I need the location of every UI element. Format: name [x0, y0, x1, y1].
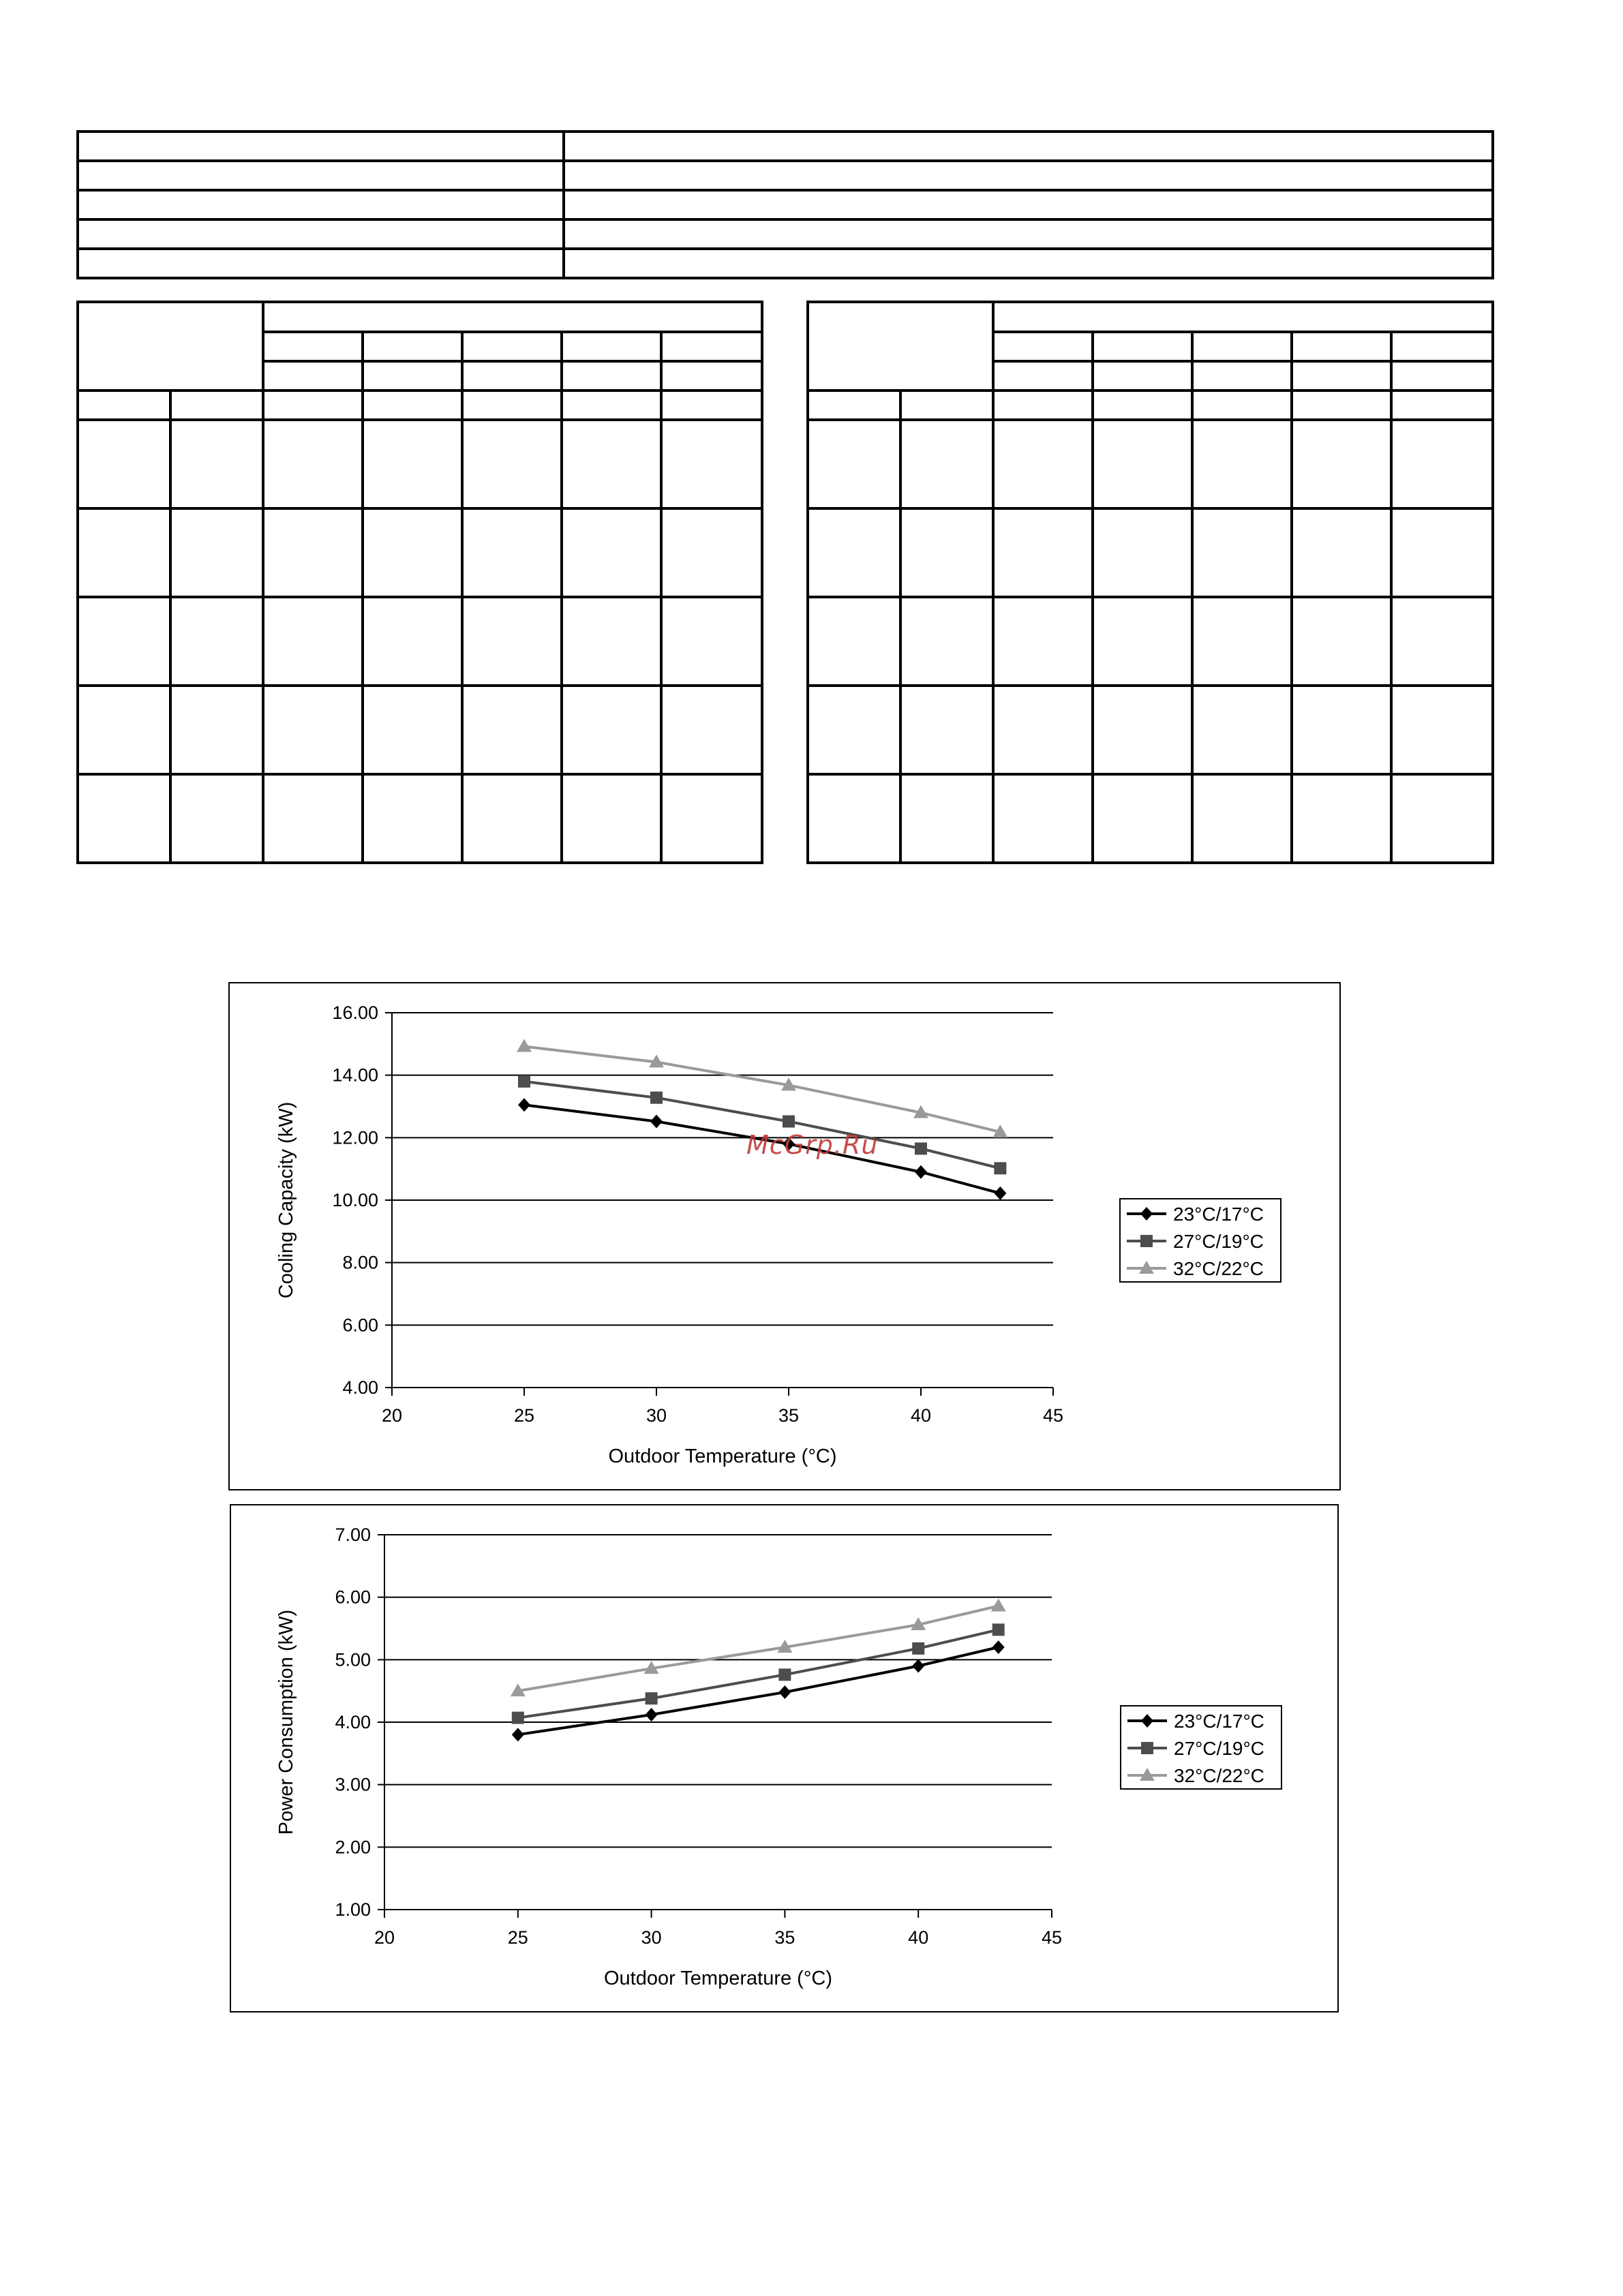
table-cell: [1391, 774, 1493, 863]
x-tick-label: 35: [774, 1927, 795, 1948]
y-tick-label: 7.00: [335, 1525, 371, 1545]
data-point: [518, 1075, 530, 1088]
watermark-text: McGrp.Ru: [746, 1130, 879, 1160]
data-point: [512, 1728, 524, 1741]
table-cell: [1292, 420, 1391, 508]
y-tick-label: 10.00: [332, 1190, 378, 1210]
performance-table-left: [76, 301, 763, 864]
y-tick-label: 12.00: [332, 1127, 378, 1148]
legend-label: 27°C/19°C: [1173, 1231, 1264, 1252]
y-tick-label: 16.00: [332, 1002, 378, 1023]
table-cell: [661, 420, 762, 508]
table-cell: [900, 686, 993, 774]
table-header-cell: [900, 391, 993, 420]
spec-cell: [564, 161, 1493, 190]
table-header-cell: [993, 361, 1093, 391]
table-header-cell: [1093, 391, 1192, 420]
table-cell: [562, 597, 661, 686]
data-point: [517, 1039, 532, 1052]
table-header-cell: [1292, 332, 1391, 361]
table-cell: [1093, 686, 1192, 774]
power-consumption-plot: [231, 1505, 1340, 2014]
table-cell: [993, 508, 1093, 597]
spec-cell: [78, 132, 564, 161]
spec-cell: [564, 190, 1493, 219]
table-cell: [562, 686, 661, 774]
y-tick-label: 6.00: [335, 1587, 371, 1608]
table-header-cell: [661, 361, 762, 391]
performance-table-right: [806, 301, 1494, 864]
table-cell: [993, 597, 1093, 686]
table-cell: [1192, 686, 1292, 774]
table-cell: [462, 420, 562, 508]
legend-marker: [1140, 1235, 1153, 1247]
table-cell: [1192, 420, 1292, 508]
table-cell: [263, 597, 363, 686]
table-header-cell: [808, 391, 900, 420]
table-cell: [1391, 420, 1493, 508]
spec-cell: [78, 190, 564, 219]
table-cell: [1093, 774, 1192, 863]
table-cell: [562, 774, 661, 863]
data-point: [783, 1116, 795, 1128]
table-header-cell: [1391, 361, 1493, 391]
table-cell: [363, 597, 462, 686]
table-cell: [363, 508, 462, 597]
table-header-cell: [462, 361, 562, 391]
table-cell: [900, 597, 993, 686]
table-cell: [263, 508, 363, 597]
table-cell: [661, 597, 762, 686]
table-header-cell: [78, 302, 263, 391]
table-cell: [808, 597, 900, 686]
table-cell: [1093, 508, 1192, 597]
table-header-cell: [363, 361, 462, 391]
table-cell: [1391, 597, 1493, 686]
data-point: [650, 1115, 663, 1129]
data-point: [778, 1685, 791, 1699]
table-cell: [462, 774, 562, 863]
table-cell: [263, 420, 363, 508]
table-cell: [900, 508, 993, 597]
table-header-cell: [78, 391, 170, 420]
table-header-cell: [993, 391, 1093, 420]
table-cell: [363, 686, 462, 774]
data-point: [650, 1092, 663, 1104]
table-cell: [661, 774, 762, 863]
spec-cell: [78, 161, 564, 190]
table-cell: [900, 774, 993, 863]
table-header-cell: [1192, 332, 1292, 361]
table-cell: [808, 508, 900, 597]
table-cell: [78, 774, 170, 863]
table-cell: [1093, 597, 1192, 686]
table-header-cell: [993, 332, 1093, 361]
table-cell: [363, 774, 462, 863]
spec-table: [76, 130, 1494, 279]
y-tick-label: 14.00: [332, 1065, 378, 1086]
x-tick-label: 45: [1041, 1927, 1063, 1948]
table-cell: [462, 686, 562, 774]
table-header-cell: [562, 361, 661, 391]
x-axis-title: Outdoor Temperature (°C): [608, 1445, 837, 1467]
x-tick-label: 20: [374, 1927, 395, 1948]
table-cell: [562, 420, 661, 508]
table-cell: [170, 597, 263, 686]
spec-cell: [564, 219, 1493, 249]
table-header-cell: [462, 391, 562, 420]
y-tick-label: 4.00: [335, 1712, 371, 1732]
legend-marker: [1141, 1742, 1153, 1754]
data-point: [778, 1668, 791, 1681]
table-header-cell: [993, 302, 1493, 332]
x-tick-label: 30: [641, 1927, 662, 1948]
table-cell: [1192, 597, 1292, 686]
table-cell: [993, 774, 1093, 863]
table-cell: [661, 686, 762, 774]
table-header-cell: [1192, 361, 1292, 391]
data-point: [994, 1187, 1006, 1200]
table-cell: [1292, 597, 1391, 686]
cooling-capacity-plot: [230, 983, 1342, 1492]
table-cell: [900, 420, 993, 508]
table-cell: [1391, 508, 1493, 597]
spec-cell: [78, 219, 564, 249]
table-header-cell: [562, 391, 661, 420]
table-cell: [1292, 774, 1391, 863]
y-axis-title: Cooling Capacity (kW): [275, 1101, 297, 1299]
data-point: [518, 1098, 530, 1112]
power-consumption-chart: [230, 1504, 1339, 2012]
table-header-cell: [462, 332, 562, 361]
y-tick-label: 3.00: [335, 1774, 371, 1795]
legend-label: 23°C/17°C: [1173, 1204, 1264, 1225]
legend-label: 23°C/17°C: [1174, 1711, 1264, 1732]
table-cell: [363, 420, 462, 508]
table-header-cell: [363, 391, 462, 420]
table-header-cell: [363, 332, 462, 361]
table-cell: [1192, 508, 1292, 597]
table-cell: [170, 686, 263, 774]
table-cell: [263, 774, 363, 863]
y-tick-label: 2.00: [335, 1837, 371, 1858]
x-tick-label: 25: [507, 1927, 528, 1948]
table-header-cell: [1093, 361, 1192, 391]
data-point: [915, 1165, 927, 1179]
table-cell: [1192, 774, 1292, 863]
x-tick-label: 40: [910, 1405, 932, 1426]
table-cell: [170, 420, 263, 508]
table-cell: [1292, 508, 1391, 597]
table-cell: [1391, 686, 1493, 774]
data-point: [646, 1708, 658, 1721]
table-cell: [993, 420, 1093, 508]
data-point: [915, 1142, 927, 1154]
legend-label: 32°C/22°C: [1173, 1258, 1264, 1279]
series-line: [518, 1629, 999, 1717]
data-point: [512, 1712, 524, 1724]
x-tick-label: 40: [908, 1927, 929, 1948]
table-header-cell: [263, 361, 363, 391]
cooling-capacity-chart: [228, 982, 1341, 1490]
table-cell: [562, 508, 661, 597]
y-tick-label: 4.00: [342, 1377, 378, 1398]
table-header-cell: [562, 332, 661, 361]
x-tick-label: 20: [381, 1405, 403, 1426]
table-cell: [808, 686, 900, 774]
table-header-cell: [1192, 391, 1292, 420]
spec-cell: [78, 249, 564, 278]
y-axis-title: Power Consumption (kW): [275, 1609, 297, 1835]
table-cell: [808, 774, 900, 863]
table-cell: [78, 420, 170, 508]
table-header-cell: [1292, 361, 1391, 391]
data-point: [912, 1642, 924, 1655]
table-cell: [78, 686, 170, 774]
table-header-cell: [808, 302, 993, 391]
table-cell: [170, 508, 263, 597]
data-point: [912, 1659, 924, 1673]
x-tick-label: 35: [778, 1405, 800, 1426]
table-header-cell: [170, 391, 263, 420]
table-header-cell: [263, 391, 363, 420]
table-header-cell: [1093, 332, 1192, 361]
table-cell: [1093, 420, 1192, 508]
y-tick-label: 1.00: [335, 1899, 371, 1920]
y-tick-label: 6.00: [342, 1315, 378, 1336]
table-cell: [1292, 686, 1391, 774]
table-header-cell: [1391, 391, 1493, 420]
data-point: [994, 1162, 1006, 1174]
data-point: [646, 1692, 658, 1704]
table-cell: [808, 420, 900, 508]
table-cell: [78, 508, 170, 597]
spec-cell: [564, 249, 1493, 278]
table-header-cell: [1391, 332, 1493, 361]
x-tick-label: 25: [513, 1405, 535, 1426]
table-cell: [661, 508, 762, 597]
table-cell: [462, 508, 562, 597]
spec-cell: [564, 132, 1493, 161]
data-point: [992, 1623, 1005, 1636]
legend-label: 32°C/22°C: [1174, 1765, 1264, 1786]
table-header-cell: [263, 332, 363, 361]
table-cell: [170, 774, 263, 863]
table-header-cell: [661, 391, 762, 420]
y-tick-label: 8.00: [342, 1252, 378, 1273]
table-header-cell: [1292, 391, 1391, 420]
x-tick-label: 30: [646, 1405, 667, 1426]
x-axis-title: Outdoor Temperature (°C): [603, 1968, 833, 1989]
table-cell: [993, 686, 1093, 774]
table-header-cell: [263, 302, 762, 332]
legend-label: 27°C/19°C: [1174, 1738, 1264, 1759]
data-point: [991, 1599, 1006, 1612]
table-header-cell: [661, 332, 762, 361]
data-point: [992, 1640, 1005, 1654]
table-cell: [78, 597, 170, 686]
table-cell: [462, 597, 562, 686]
x-tick-label: 45: [1042, 1405, 1064, 1426]
y-tick-label: 5.00: [335, 1649, 371, 1670]
table-cell: [263, 686, 363, 774]
